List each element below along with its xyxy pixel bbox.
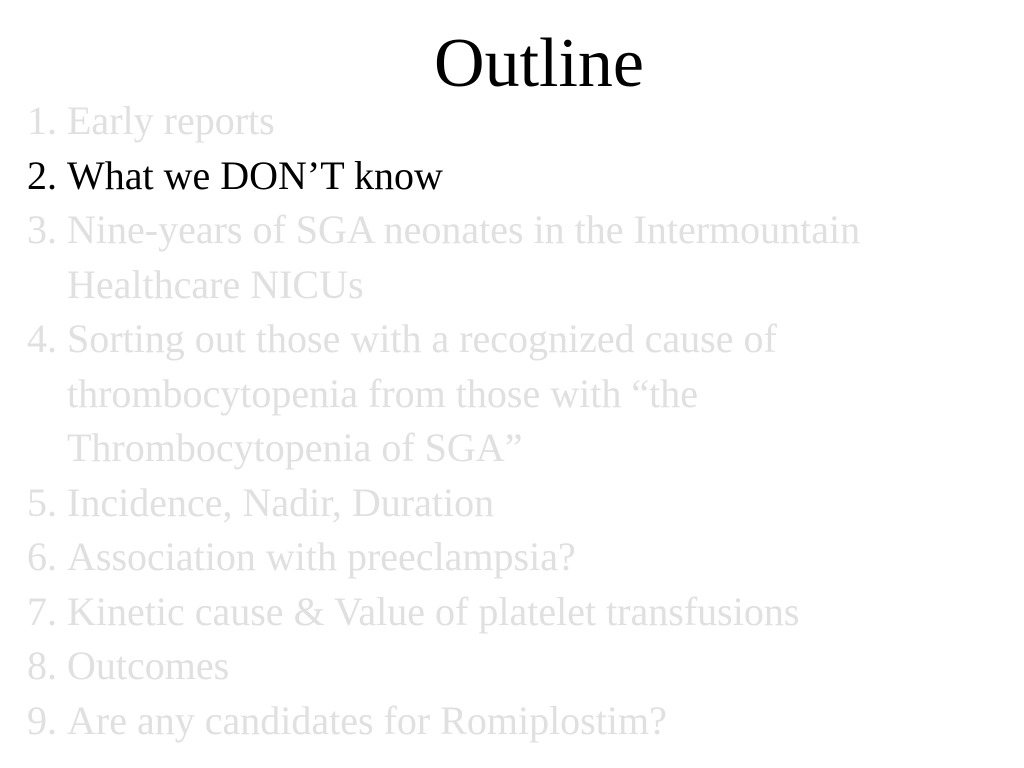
outline-item-incidence: [0, 476, 1024, 531]
outline-item-what-we-dont-know: [0, 149, 1024, 204]
outline-item-early-reports: [0, 94, 1024, 149]
outline-list: [0, 94, 1024, 748]
item-number: 1.: [27, 98, 57, 143]
outline-item-outcomes: [0, 639, 1024, 694]
item-number: 7.: [27, 588, 57, 634]
item-number: 3.: [27, 207, 57, 252]
item-text: Early reports: [67, 98, 275, 143]
item-text: Nine-years of SGA neonates in the Intermountain Healthcare NICUs: [67, 207, 861, 307]
item-text: Outcomes: [67, 643, 230, 688]
item-number: 4.: [27, 316, 57, 361]
item-text: What we DON’T know: [67, 152, 443, 198]
outline-item-kinetic-cause: [0, 585, 1024, 640]
item-text: Are any candidates for Romiplostim?: [67, 697, 667, 743]
outline-item-sorting-out: [0, 312, 1024, 476]
item-text: Incidence, Nadir, Duration: [67, 479, 495, 525]
item-number: 6.: [27, 534, 57, 579]
item-number: 2.: [27, 152, 57, 198]
item-text: Association with preeclampsia?: [67, 534, 576, 579]
item-number: 5.: [27, 479, 57, 525]
item-number: 9.: [27, 697, 57, 743]
outline-item-preeclampsia: [0, 530, 1024, 585]
slide-title: Outline: [434, 25, 644, 102]
item-text: Kinetic cause & Value of platelet transfusions: [67, 588, 800, 634]
item-text: Sorting out those with a recognized cause of thrombocytopenia from those with “the Thrombocytopenia of SGA”: [67, 316, 777, 470]
outline-item-romiplostim: [0, 694, 1024, 749]
outline-item-nine-years-sga: [0, 203, 1024, 312]
item-number: 8.: [27, 643, 57, 688]
